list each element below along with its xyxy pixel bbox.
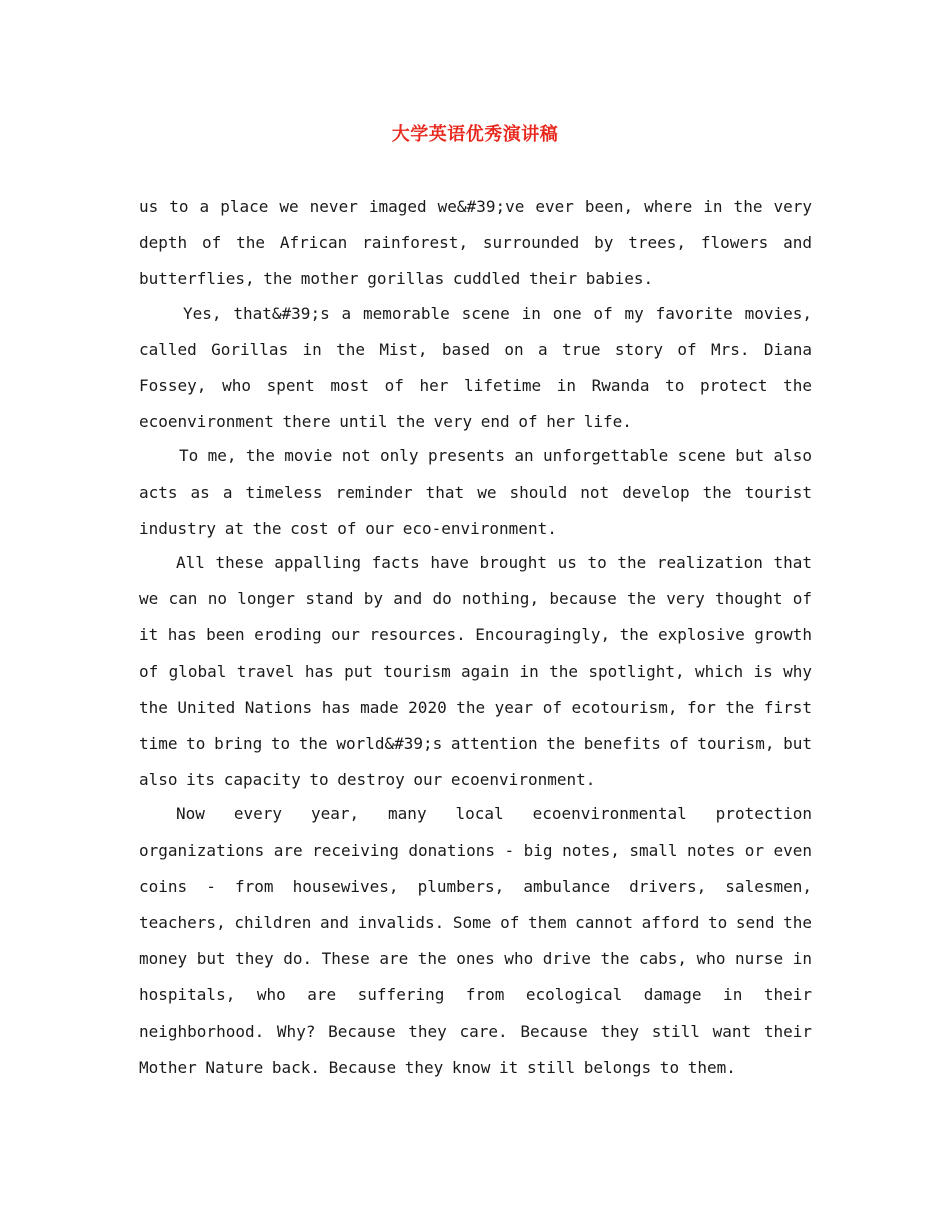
paragraph-5: Now every year, many local ecoenvironmental protection organizations are receiving donations - big notes, small notes or even coins - from housewives, plumbers, ambulance drivers, salesmen, teachers, children and invalids. Some of them cannot afford to send the money but they do. These are the ones who drive the cabs, who nurse in hospitals, who are suffering from ecological damage in their neighborhood. Why? Because they care. Because they still want their Mother Nature back. Because they know it still belongs to them. xyxy=(139,804,812,1077)
document-title: 大学英语优秀演讲稿 xyxy=(391,124,559,145)
paragraph-4: All these appalling facts have brought us to the realization that we can no longer stand by and do nothing, because the very thought of it has been eroding our resources. Encouragingly, the explosive growth of global travel has put tourism again in the spotlight, which is why the United Nations has made 2020 the year of ecotourism, for the first time to bring to the world&#39;s attention the benefits of tourism, but also its capacity to destroy our ecoenvironment. xyxy=(139,553,812,790)
paragraph-2: Yes, that&#39;s a memorable scene in one of my favorite movies, called Gorillas in the Mist, based on a true story of Mrs. Diana Fossey, who spent most of her lifetime in Rwanda to protect the ecoenvironment there until the very end of her life. xyxy=(139,303,812,432)
paragraph-3: To me, the movie not only presents an unforgettable scene but also acts as a timeless reminder that we should not develop the tourist industry at the cost of our eco-environment. xyxy=(139,446,812,538)
paragraph-1: us to a place we never imaged we&#39;ve ever been, where in the very depth of the African rainforest, surrounded by trees, flowers and butterflies, the mother gorillas cuddled their babies. xyxy=(139,197,812,289)
document-body xyxy=(139,189,812,1084)
